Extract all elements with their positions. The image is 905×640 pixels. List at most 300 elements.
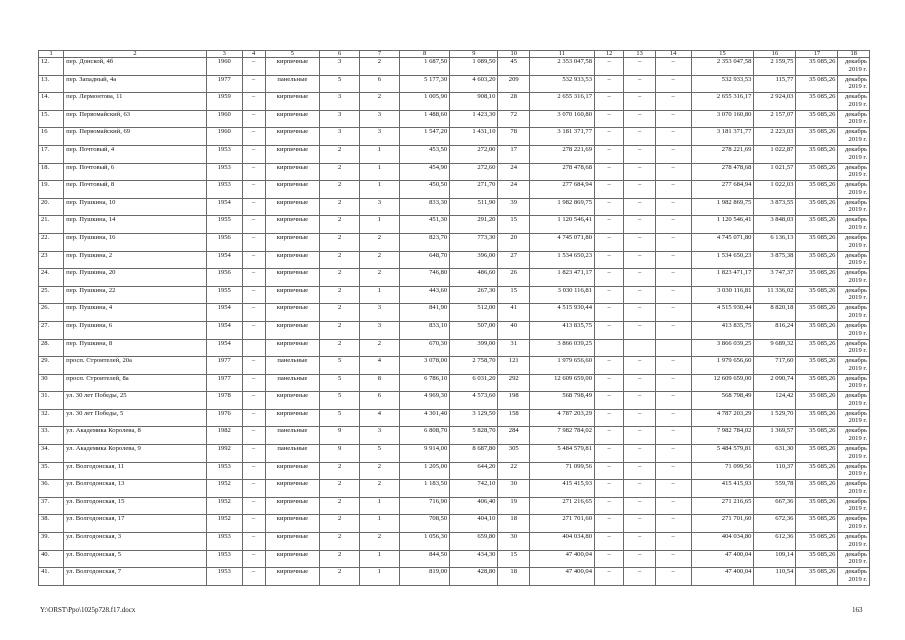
table-cell: 1 488,60	[399, 110, 449, 128]
table-cell: 28	[498, 93, 529, 111]
table-cell: 3 747,37	[754, 269, 796, 287]
table-cell: 1956	[206, 269, 242, 287]
table-cell: 4 603,20	[450, 75, 498, 93]
table-cell: 1 547,20	[399, 128, 449, 146]
table-cell: 30	[498, 480, 529, 498]
table-cell	[242, 339, 265, 357]
table-cell: 396,00	[450, 251, 498, 269]
table-cell: 1 423,30	[450, 110, 498, 128]
table-cell: кирпичные	[265, 533, 320, 551]
table-cell: –	[595, 216, 624, 234]
table-cell: 35 085,26	[796, 181, 838, 199]
table-cell: 41	[498, 304, 529, 322]
header-cell: 5	[265, 51, 320, 58]
table-cell: кирпичные	[265, 286, 320, 304]
table-cell: –	[242, 533, 265, 551]
table-cell: –	[624, 550, 655, 568]
table-cell: 3 129,50	[450, 409, 498, 427]
table-row	[39, 550, 870, 568]
table-cell: 13.	[39, 75, 64, 93]
table-cell: 1959	[206, 93, 242, 111]
table-cell: 5	[360, 445, 400, 463]
table-cell: –	[595, 110, 624, 128]
table-cell: –	[624, 93, 655, 111]
table-cell: пер. Первомайский, 69	[64, 128, 207, 146]
table-cell: 1 120 546,41	[529, 216, 594, 234]
table-cell: 2	[360, 339, 400, 357]
table-cell: 2	[320, 321, 360, 339]
table-cell: 35 085,26	[796, 58, 838, 76]
table-cell: 6 031,20	[450, 374, 498, 392]
table-cell: 1976	[206, 409, 242, 427]
table-cell: 121	[498, 357, 529, 375]
table-cell: 158	[498, 409, 529, 427]
table-cell: –	[624, 145, 655, 163]
table-cell: 198	[498, 392, 529, 410]
table-cell: декабрь 2019 г.	[838, 145, 870, 163]
table-cell: ул. Волгодонская, 17	[64, 515, 207, 533]
table-cell: 72	[498, 110, 529, 128]
table-cell: 41.	[39, 568, 64, 586]
table-cell: –	[624, 304, 655, 322]
table-cell: декабрь 2019 г.	[838, 445, 870, 463]
table-cell: –	[655, 462, 691, 480]
table-cell: декабрь 2019 г.	[838, 339, 870, 357]
table-cell: декабрь 2019 г.	[838, 321, 870, 339]
table-cell: 1978	[206, 392, 242, 410]
table-cell: 35 085,26	[796, 304, 838, 322]
table-cell: 1952	[206, 515, 242, 533]
table-cell: 2	[320, 251, 360, 269]
table-cell: 670,30	[399, 339, 449, 357]
table-cell: –	[595, 269, 624, 287]
table-cell: 844,50	[399, 550, 449, 568]
table-cell: 2 353 047,58	[529, 58, 594, 76]
table-cell: –	[595, 233, 624, 251]
table-cell: –	[242, 357, 265, 375]
table-cell: –	[655, 550, 691, 568]
table-row	[39, 58, 870, 76]
table-cell: 271 701,60	[529, 515, 594, 533]
table-cell: –	[242, 110, 265, 128]
table-cell	[655, 339, 691, 357]
table-cell: 291,20	[450, 216, 498, 234]
table-cell: –	[242, 163, 265, 181]
table-cell: –	[655, 233, 691, 251]
table-cell: ул. Волгодонская, 13	[64, 480, 207, 498]
table-cell: 612,36	[754, 533, 796, 551]
table-cell: 2	[320, 286, 360, 304]
table-cell: 2	[320, 568, 360, 586]
table-cell: 6	[360, 75, 400, 93]
table-cell: декабрь 2019 г.	[838, 427, 870, 445]
table-cell: пер. Почтовый, 4	[64, 145, 207, 163]
table-row	[39, 480, 870, 498]
table-cell: кирпичные	[265, 163, 320, 181]
table-cell: 272,60	[450, 163, 498, 181]
table-cell: –	[595, 392, 624, 410]
table-row	[39, 128, 870, 146]
table-cell: –	[595, 462, 624, 480]
table-cell: 2	[320, 233, 360, 251]
table-cell: 45	[498, 58, 529, 76]
table-cell: 3	[360, 110, 400, 128]
table-cell: 22	[498, 462, 529, 480]
table-cell: декабрь 2019 г.	[838, 58, 870, 76]
table-cell: пер. Пушкина, 14	[64, 216, 207, 234]
table-cell: 1 369,57	[754, 427, 796, 445]
table-cell: пер. Первомайский, 63	[64, 110, 207, 128]
table-cell: 833,10	[399, 321, 449, 339]
table-cell: 4	[360, 409, 400, 427]
table-cell: –	[624, 58, 655, 76]
table-cell: 5	[320, 409, 360, 427]
table-cell: 39.	[39, 533, 64, 551]
table-cell: 35 085,26	[796, 198, 838, 216]
table-cell: 1 021,57	[754, 163, 796, 181]
table-cell: –	[595, 409, 624, 427]
table-cell: декабрь 2019 г.	[838, 163, 870, 181]
table-cell: декабрь 2019 г.	[838, 110, 870, 128]
table-cell: –	[655, 497, 691, 515]
table-row	[39, 93, 870, 111]
table-cell: 451,30	[399, 216, 449, 234]
table-cell: 2	[320, 163, 360, 181]
table-cell: декабрь 2019 г.	[838, 75, 870, 93]
table-cell: декабрь 2019 г.	[838, 480, 870, 498]
table-cell: –	[655, 374, 691, 392]
table-cell: 1955	[206, 216, 242, 234]
table-cell: –	[655, 533, 691, 551]
table-cell: 38.	[39, 515, 64, 533]
table-cell: 31.	[39, 392, 64, 410]
table-cell: 35 085,26	[796, 533, 838, 551]
table-cell: пер. Лермонтова, 11	[64, 93, 207, 111]
table-cell: 1 205,00	[399, 462, 449, 480]
table-cell: 3	[320, 110, 360, 128]
table-cell: 32.	[39, 409, 64, 427]
table-cell: –	[624, 128, 655, 146]
table-cell: –	[624, 533, 655, 551]
header-cell: 12	[595, 51, 624, 58]
table-cell: 2	[320, 480, 360, 498]
table-cell: 511,90	[450, 198, 498, 216]
table-cell: 278 221,69	[691, 145, 754, 163]
table-cell: 35 085,26	[796, 216, 838, 234]
file-path: Y:\ORST\Ppo\1025p728.f17.docx	[40, 606, 136, 614]
table-cell: 5 828,70	[450, 427, 498, 445]
table-row	[39, 568, 870, 586]
table-cell: 443,60	[399, 286, 449, 304]
table-cell: 271 216,65	[691, 497, 754, 515]
table-cell: кирпичные	[265, 269, 320, 287]
table-cell: 21.	[39, 216, 64, 234]
header-cell: 9	[450, 51, 498, 58]
table-cell: пер. Почтовый, 8	[64, 181, 207, 199]
table-cell: кирпичные	[265, 58, 320, 76]
table-cell: 115,77	[754, 75, 796, 93]
table-cell: 2 924,03	[754, 93, 796, 111]
table-cell: –	[655, 145, 691, 163]
table-cell: 8 820,18	[754, 304, 796, 322]
table-cell: 404 034,80	[691, 533, 754, 551]
table-cell: –	[242, 251, 265, 269]
table-cell: 1 056,30	[399, 533, 449, 551]
table-cell: –	[595, 163, 624, 181]
table-cell: –	[595, 550, 624, 568]
table-cell: пер. Пушкина, 20	[64, 269, 207, 287]
table-cell: пер. Пушкина, 16	[64, 233, 207, 251]
table-cell: 1 823 471,17	[529, 269, 594, 287]
table-cell: 454,90	[399, 163, 449, 181]
table-cell: 1	[360, 515, 400, 533]
table-cell: 35 085,26	[796, 269, 838, 287]
table-row	[39, 163, 870, 181]
table-cell: –	[242, 181, 265, 199]
table-cell: 4 787 203,29	[529, 409, 594, 427]
table-cell: 5 484 579,81	[691, 445, 754, 463]
table-cell: 1 823 471,17	[691, 269, 754, 287]
table-row	[39, 75, 870, 93]
table-cell: 1 529,70	[754, 409, 796, 427]
table-cell: –	[242, 216, 265, 234]
table-cell: декабрь 2019 г.	[838, 251, 870, 269]
table-cell: декабрь 2019 г.	[838, 515, 870, 533]
table-cell: 271,70	[450, 181, 498, 199]
table-row	[39, 286, 870, 304]
table-row	[39, 181, 870, 199]
table-cell: 2	[320, 462, 360, 480]
table-cell: 3 866 039,25	[529, 339, 594, 357]
table-cell: –	[595, 357, 624, 375]
table-cell: –	[624, 233, 655, 251]
table-cell: –	[624, 110, 655, 128]
table-cell: 1992	[206, 445, 242, 463]
table-cell: пер. Пушкина, 10	[64, 198, 207, 216]
table-cell: –	[655, 321, 691, 339]
table-cell: 672,36	[754, 515, 796, 533]
table-cell: 512,00	[450, 304, 498, 322]
table-cell: декабрь 2019 г.	[838, 568, 870, 586]
table-cell: 35 085,26	[796, 374, 838, 392]
table-cell: –	[655, 216, 691, 234]
table-cell: –	[242, 462, 265, 480]
table-row	[39, 216, 870, 234]
table-cell: –	[655, 58, 691, 76]
table-cell: кирпичные	[265, 409, 320, 427]
table-cell: 35 085,26	[796, 75, 838, 93]
table-row	[39, 462, 870, 480]
table-cell: 1953	[206, 163, 242, 181]
table-cell: 1 979 656,60	[691, 357, 754, 375]
table-cell: 23	[39, 251, 64, 269]
table-cell: –	[624, 251, 655, 269]
table-cell: –	[595, 533, 624, 551]
table-cell: –	[624, 163, 655, 181]
table-cell: 1977	[206, 75, 242, 93]
table-cell: –	[655, 427, 691, 445]
table-cell: 2 758,70	[450, 357, 498, 375]
table-cell: 12.	[39, 58, 64, 76]
table-cell: 277 684,94	[691, 181, 754, 199]
table-cell: 1 979 656,60	[529, 357, 594, 375]
table-cell: 16	[39, 128, 64, 146]
table-cell: декабрь 2019 г.	[838, 286, 870, 304]
table-cell: 3 875,38	[754, 251, 796, 269]
table-cell: 271 216,65	[529, 497, 594, 515]
table-cell: 40	[498, 321, 529, 339]
table-cell: –	[624, 198, 655, 216]
table-cell: 35 085,26	[796, 233, 838, 251]
table-cell: 507,00	[450, 321, 498, 339]
table-cell: –	[242, 427, 265, 445]
table-cell: декабрь 2019 г.	[838, 392, 870, 410]
table-cell: –	[595, 75, 624, 93]
table-cell: 9	[320, 427, 360, 445]
table-cell: 413 835,75	[529, 321, 594, 339]
table-cell: –	[624, 269, 655, 287]
table-cell: 1953	[206, 462, 242, 480]
table-cell: 3 181 371,77	[691, 128, 754, 146]
table-cell: 3	[360, 128, 400, 146]
table-cell: декабрь 2019 г.	[838, 497, 870, 515]
table-cell: 71 099,56	[529, 462, 594, 480]
header-cell: 16	[754, 51, 796, 58]
table-cell: 2	[320, 216, 360, 234]
table-cell: 24	[498, 181, 529, 199]
table-cell: 1	[360, 145, 400, 163]
table-cell: 532 933,53	[529, 75, 594, 93]
table-row	[39, 427, 870, 445]
table-cell: 9 689,32	[754, 339, 796, 357]
table-cell: 6 136,13	[754, 233, 796, 251]
table-cell: –	[655, 75, 691, 93]
table-cell: 2 655 316,17	[691, 93, 754, 111]
table-cell: 3	[320, 58, 360, 76]
table-row	[39, 392, 870, 410]
table-cell: 278 221,69	[529, 145, 594, 163]
table-cell: декабрь 2019 г.	[838, 233, 870, 251]
table-cell: 1 534 650,23	[529, 251, 594, 269]
table-cell: 4 969,30	[399, 392, 449, 410]
table-cell: 819,00	[399, 568, 449, 586]
table-cell: 35 085,26	[796, 110, 838, 128]
table-cell: 2	[360, 533, 400, 551]
table-cell: кирпичные	[265, 497, 320, 515]
table-cell: 453,50	[399, 145, 449, 163]
table-cell: 833,30	[399, 198, 449, 216]
header-cell: 1	[39, 51, 64, 58]
table-cell: 35 085,26	[796, 568, 838, 586]
table-cell: декабрь 2019 г.	[838, 93, 870, 111]
table-cell: 3 866 039,25	[691, 339, 754, 357]
table-cell: 1	[360, 550, 400, 568]
table-cell: 109,14	[754, 550, 796, 568]
table-cell: кирпичные	[265, 568, 320, 586]
table-cell: 404,10	[450, 515, 498, 533]
table-cell: –	[595, 515, 624, 533]
table-cell: –	[242, 286, 265, 304]
table-cell: 2	[360, 58, 400, 76]
table-cell: 708,50	[399, 515, 449, 533]
table-cell: пер. Почтовый, 6	[64, 163, 207, 181]
table-cell: –	[595, 568, 624, 586]
table-cell: –	[655, 163, 691, 181]
table-cell: 278 478,68	[529, 163, 594, 181]
table-cell: 1953	[206, 181, 242, 199]
table-cell: кирпичные	[265, 181, 320, 199]
table-cell: 4	[360, 357, 400, 375]
table-cell: 816,24	[754, 321, 796, 339]
table-cell: 6 808,70	[399, 427, 449, 445]
table-cell: –	[655, 392, 691, 410]
table-cell: 35 085,26	[796, 128, 838, 146]
table-cell: –	[624, 497, 655, 515]
table-cell: 20.	[39, 198, 64, 216]
table-cell: 39	[498, 198, 529, 216]
table-cell: –	[595, 251, 624, 269]
table-cell: кирпичные	[265, 128, 320, 146]
table-cell: 35 085,26	[796, 321, 838, 339]
table-cell: –	[595, 321, 624, 339]
table-cell: –	[624, 480, 655, 498]
table-cell: 559,78	[754, 480, 796, 498]
table-cell: 35.	[39, 462, 64, 480]
table-cell: кирпичные	[265, 550, 320, 568]
table-cell: 406,40	[450, 497, 498, 515]
table-cell: 34.	[39, 445, 64, 463]
table-cell: 823,70	[399, 233, 449, 251]
table-cell: 2	[320, 550, 360, 568]
table-cell: 5 484 579,81	[529, 445, 594, 463]
table-cell: ул. Волгодонская, 3	[64, 533, 207, 551]
table-row	[39, 233, 870, 251]
table-cell: –	[242, 568, 265, 586]
table-cell: кирпичные	[265, 251, 320, 269]
table-cell: –	[242, 145, 265, 163]
table-cell: 5	[320, 374, 360, 392]
table-cell: 3 030 116,81	[691, 286, 754, 304]
table-cell: 717,60	[754, 357, 796, 375]
table-cell: –	[242, 93, 265, 111]
table-cell: 4 573,60	[450, 392, 498, 410]
table-cell: 35 085,26	[796, 462, 838, 480]
table-cell: 30	[39, 374, 64, 392]
table-cell: 2 223,03	[754, 128, 796, 146]
table-cell: 4 745 071,80	[529, 233, 594, 251]
table-cell: 267,30	[450, 286, 498, 304]
table-cell: ул. 30 лет Победы, 25	[64, 392, 207, 410]
table-cell: кирпичные	[265, 321, 320, 339]
table-cell: декабрь 2019 г.	[838, 198, 870, 216]
table-cell: кирпичные	[265, 304, 320, 322]
table-cell	[595, 339, 624, 357]
table-cell: –	[655, 286, 691, 304]
table-cell: 486,60	[450, 269, 498, 287]
table-cell: 5	[320, 75, 360, 93]
table-row	[39, 110, 870, 128]
table-cell: –	[655, 181, 691, 199]
table-cell: 9 914,00	[399, 445, 449, 463]
table-cell: 1954	[206, 304, 242, 322]
table-cell: 2 159,75	[754, 58, 796, 76]
table-cell: –	[655, 515, 691, 533]
table-cell	[624, 339, 655, 357]
table-cell: 3 848,03	[754, 216, 796, 234]
table-cell: 20	[498, 233, 529, 251]
table-cell: кирпичные	[265, 480, 320, 498]
table-cell: 40.	[39, 550, 64, 568]
